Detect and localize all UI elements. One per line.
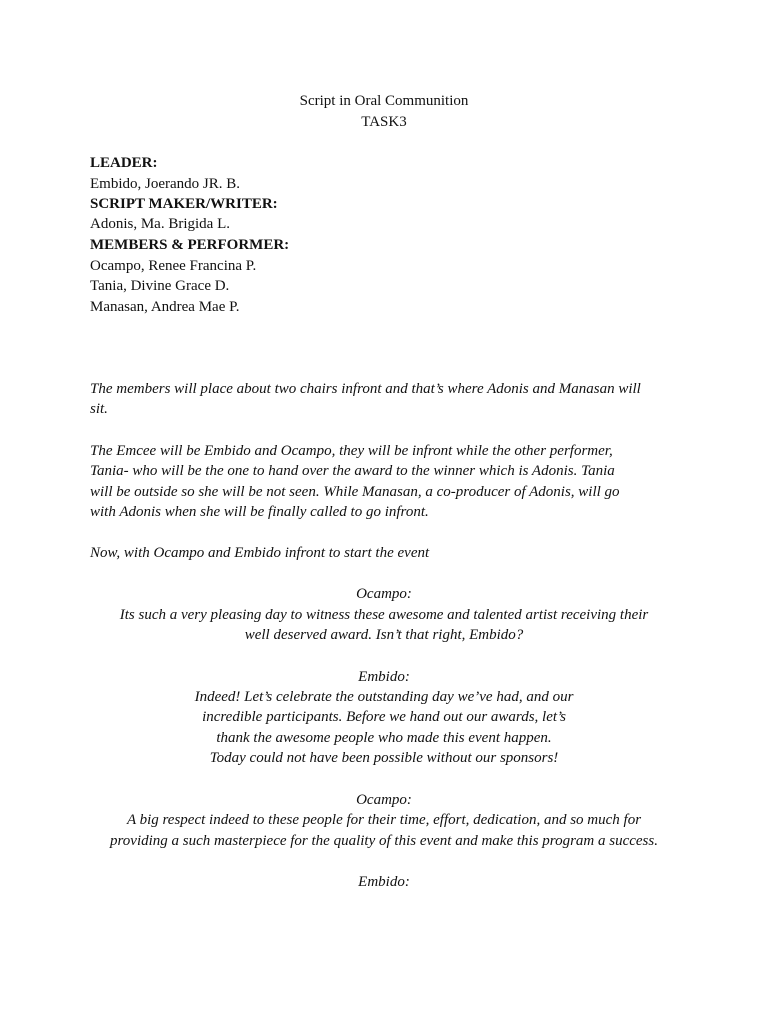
direction-text: Now, with Ocampo and Embido infront to start the event [90, 545, 430, 561]
writer-label: SCRIPT MAKER/WRITER: [90, 196, 278, 212]
dialogue-line: well deserved award. Isn’t that right, Embido? [244, 627, 524, 643]
direction-text: The Emcee will be Embido and Ocampo, they will be infront while the other performer, [90, 443, 613, 459]
dialogue-line: thank the awesome people who made this event happen. [216, 730, 552, 746]
dialogue-line: Indeed! Let’s celebrate the outstanding day we’ve had, and our [194, 689, 574, 705]
direction-text: The members will place about two chairs infront and that’s where Adonis and Manasan will [90, 381, 641, 397]
direction-text: sit. [90, 401, 108, 417]
member-name: Manasan, Andrea Mae P. [90, 299, 240, 315]
document-title: Script in Oral Communition [299, 93, 469, 109]
task-label: TASK3 [361, 114, 407, 130]
dialogue-line: providing a such masterpiece for the quality of this event and make this program a success. [110, 833, 658, 849]
dialogue-line: Its such a very pleasing day to witness these awesome and talented artist receiving their [119, 607, 649, 623]
member-name: Tania, Divine Grace D. [90, 278, 230, 294]
leader-label: LEADER: [90, 155, 158, 171]
writer-name: Adonis, Ma. Brigida L. [90, 216, 230, 232]
speaker-name: Embido: [358, 874, 410, 890]
speaker-name: Ocampo: [356, 792, 412, 808]
dialogue-line: incredible participants. Before we hand out our awards, let’s [202, 709, 566, 725]
speaker-name: Embido: [358, 669, 410, 685]
members-label: MEMBERS & PERFORMER: [90, 237, 290, 253]
dialogue-line: A big respect indeed to these people for their time, effort, dedication, and so much for [126, 812, 642, 828]
direction-text: with Adonis when she will be finally called to go infront. [90, 504, 429, 520]
dialogue-line: Today could not have been possible without our sponsors! [209, 750, 559, 766]
direction-text: Tania- who will be the one to hand over the award to the winner which is Adonis. Tania [90, 463, 615, 479]
speaker-name: Ocampo: [356, 586, 412, 602]
leader-name: Embido, Joerando JR. B. [90, 176, 240, 192]
direction-text: will be outside so she will be not seen. While Manasan, a co-producer of Adonis, will go [90, 484, 620, 500]
member-name: Ocampo, Renee Francina P. [90, 258, 257, 274]
